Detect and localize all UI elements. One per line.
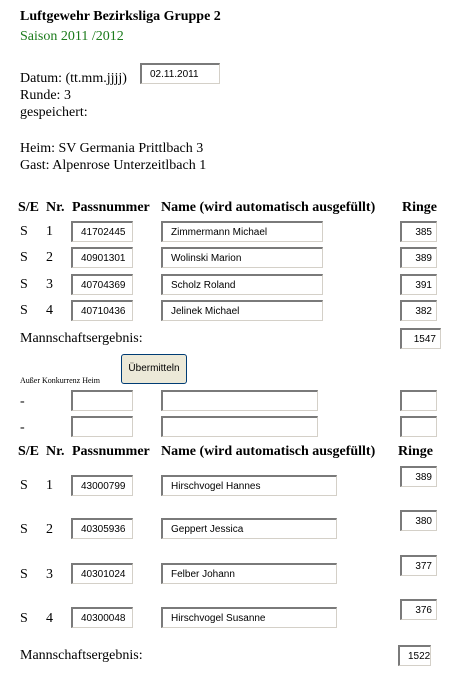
date-field[interactable]: 02.11.2011 <box>140 63 220 84</box>
col-name-header: Name (wird automatisch ausgefüllt) <box>161 444 376 459</box>
out-of-competition-label: Außer Konkurrenz Heim <box>20 376 100 385</box>
name-field[interactable]: Geppert Jessica <box>161 518 337 539</box>
home-team-label: Heim: SV Germania Prittlbach 3 <box>20 141 204 156</box>
col-rings-header: Ringe <box>398 444 433 459</box>
rings-field[interactable]: 377 <box>400 555 437 576</box>
rings-field[interactable]: 385 <box>400 221 437 242</box>
col-nr-header: Nr. <box>46 200 65 215</box>
rings-field[interactable]: 389 <box>400 247 437 268</box>
name-field[interactable]: Hirschvogel Susanne <box>161 607 337 628</box>
name-field[interactable]: Felber Johann <box>161 563 337 584</box>
pass-field[interactable]: 43000799 <box>71 475 133 496</box>
pass-field[interactable]: 40301024 <box>71 563 133 584</box>
pass-field[interactable] <box>71 390 133 411</box>
rings-field[interactable]: 391 <box>400 274 437 295</box>
nr-cell: 3 <box>46 567 53 582</box>
rings-field[interactable]: 389 <box>400 466 437 487</box>
guest-team-label: Gast: Alpenrose Unterzeitlbach 1 <box>20 158 207 173</box>
pass-field[interactable]: 40300048 <box>71 607 133 628</box>
submit-button[interactable]: Übermitteln <box>121 354 187 384</box>
saved-label: gespeichert: <box>20 105 88 120</box>
nr-cell: 3 <box>46 277 53 292</box>
pass-field[interactable]: 40901301 <box>71 247 133 268</box>
se-cell: S <box>20 277 28 292</box>
name-field[interactable]: Hirschvogel Hannes <box>161 475 337 496</box>
pass-field[interactable]: 40710436 <box>71 300 133 321</box>
col-se-header: S/E <box>18 200 40 215</box>
se-cell: - <box>20 420 25 435</box>
name-field[interactable]: Zimmermann Michael <box>161 221 323 242</box>
rings-field[interactable]: 376 <box>400 599 437 620</box>
se-cell: S <box>20 303 28 318</box>
nr-cell: 1 <box>46 478 53 493</box>
rings-field[interactable]: 382 <box>400 300 437 321</box>
pass-field[interactable]: 41702445 <box>71 221 133 242</box>
pass-field[interactable]: 40305936 <box>71 518 133 539</box>
home-result-field[interactable]: 1547 <box>400 328 441 349</box>
name-field[interactable]: Jelinek Michael <box>161 300 323 321</box>
col-nr-header: Nr. <box>46 444 65 459</box>
rings-field[interactable] <box>400 416 437 437</box>
nr-cell: 1 <box>46 224 53 239</box>
pass-field[interactable]: 40704369 <box>71 274 133 295</box>
se-cell: S <box>20 567 28 582</box>
pass-field[interactable] <box>71 416 133 437</box>
nr-cell: 4 <box>46 303 53 318</box>
rings-field[interactable]: 380 <box>400 510 437 531</box>
name-field[interactable] <box>161 390 318 411</box>
page-title: Luftgewehr Bezirksliga Gruppe 2 <box>20 9 221 24</box>
home-result-label: Mannschaftsergebnis: <box>20 331 143 346</box>
guest-result-label: Mannschaftsergebnis: <box>20 648 143 663</box>
nr-cell: 2 <box>46 250 53 265</box>
se-cell: S <box>20 250 28 265</box>
nr-cell: 4 <box>46 611 53 626</box>
guest-result-field[interactable]: 1522 <box>398 645 431 666</box>
col-pass-header: Passnummer <box>72 200 150 215</box>
name-field[interactable]: Scholz Roland <box>161 274 323 295</box>
date-label: Datum: (tt.mm.jjjj) <box>20 71 127 86</box>
col-pass-header: Passnummer <box>72 444 150 459</box>
rings-field[interactable] <box>400 390 437 411</box>
name-field[interactable] <box>161 416 318 437</box>
se-cell: S <box>20 478 28 493</box>
col-rings-header: Ringe <box>402 200 437 215</box>
se-cell: S <box>20 522 28 537</box>
se-cell: S <box>20 611 28 626</box>
nr-cell: 2 <box>46 522 53 537</box>
col-se-header: S/E <box>18 444 40 459</box>
round-label: Runde: 3 <box>20 88 71 103</box>
season-label: Saison 2011 /2012 <box>20 29 124 44</box>
se-cell: - <box>20 394 25 409</box>
col-name-header: Name (wird automatisch ausgefüllt) <box>161 200 376 215</box>
se-cell: S <box>20 224 28 239</box>
name-field[interactable]: Wolinski Marion <box>161 247 323 268</box>
